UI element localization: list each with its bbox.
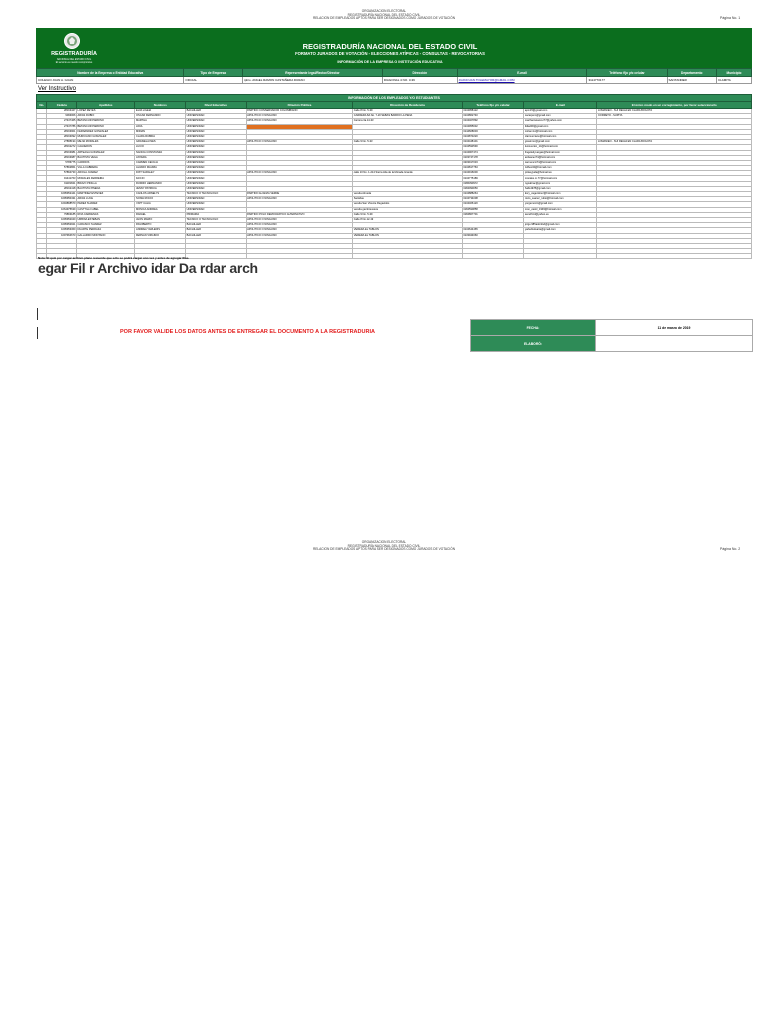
employee-cell[interactable]: 3134873220 (462, 134, 524, 139)
footer-line-3: RELACION DE EMPLEADOS APTOS PARA SER DESIGNADOS COMO JURADOS DE VOTACIÓN (312, 547, 456, 552)
employee-cell[interactable]: UNIVERSIDAD (186, 181, 246, 186)
fecha-value[interactable]: 11 de marzo de 2019 (596, 320, 753, 336)
employee-cell[interactable]: APOLITICO O NINGUNO (246, 171, 353, 176)
employee-cell[interactable]: APOLITICO O NINGUNO (246, 197, 353, 202)
employee-cell[interactable]: 3133944660 (462, 233, 524, 238)
employee-cell[interactable]: GRASIELA INES (135, 140, 186, 145)
employee-cell[interactable]: ELVA LIGEIA (135, 109, 186, 114)
employee-cell[interactable]: CANLOS ARNELYS (135, 192, 186, 197)
employee-cell[interactable]: Calle 8 No. 5-39 (353, 109, 463, 114)
employee-cell[interactable]: APOLITICO O NINGUNO (246, 114, 353, 119)
employee-cell[interactable]: vereda San Vicente Regavidos (353, 202, 463, 207)
employee-cell[interactable]: MONICA ANDREA (135, 207, 186, 212)
validate-data-button[interactable]: idar Da (150, 260, 197, 276)
macro-buttons (38, 260, 258, 276)
employee-cell[interactable]: 5786775 (47, 160, 77, 165)
employee-cell[interactable]: LOMANIEO - SUI REGIA EN CLARA BOGOTA (597, 109, 752, 114)
company-cell[interactable]: ipbro. ANGEL RAMON CASTAÑEDA DURAN (243, 77, 383, 84)
employee-cell[interactable]: 28163092 (47, 134, 77, 139)
employee-cell[interactable]: 1095952921 (47, 223, 77, 228)
employee-cell[interactable]: APOLITICO O NINGUNO (246, 140, 353, 145)
employee-cell[interactable]: 27437786 (47, 124, 77, 129)
employee-col-header: No. (37, 102, 47, 109)
employee-cell[interactable]: martha.betancur77@yahoo.com (524, 119, 597, 124)
employee-cell[interactable]: 3134448101 (462, 140, 524, 145)
employee-cell[interactable]: PARTIDO ALIANZA VERDE (246, 192, 353, 197)
employee-cell[interactable]: BAUTISTA PINEDA (77, 186, 135, 191)
employee-cell[interactable]: mirian.fer@hotmail.com (524, 129, 597, 134)
employees-caption: INFORMACIÓN DE LOS EMPLEADOS Y/O ESTUDIANTES (37, 95, 752, 102)
employee-cell[interactable]: ANYERA (135, 155, 186, 160)
employee-cell[interactable]: UNIVERSIDAD (186, 145, 246, 150)
employee-cell[interactable]: APOLITICO O NINGUNO (246, 233, 353, 238)
employee-cell[interactable]: UNIVERSIDAD (186, 150, 246, 155)
company-col-header: Departamento (667, 69, 716, 77)
company-col-header: E-mail (457, 69, 587, 77)
employee-cell[interactable]: YAPT CALIA (135, 202, 186, 207)
employee-cell[interactable]: 3134407892 (462, 119, 524, 124)
employee-cell[interactable]: GALLARDO MONTAÑO (77, 233, 135, 238)
company-cell[interactable]: 3114770177 (587, 77, 667, 84)
employee-cell[interactable]: RAFAEL (135, 212, 186, 217)
employee-cell[interactable]: APOLITICO O NINGUNO (246, 119, 353, 124)
employee-cell[interactable]: 79863185 (47, 212, 77, 217)
employee-cell[interactable]: CARRIOS (77, 160, 135, 165)
company-col-header: Municipio (716, 69, 751, 77)
employee-cell[interactable]: 1095952441 (47, 192, 77, 197)
employee-cell[interactable]: DUARTE PEDRAZA (77, 228, 135, 233)
header-line-2: REGISTRADURÍA NACIONAL DEL ESTADO CIVIL (347, 12, 421, 17)
employee-cell[interactable]: UNIVERSIDAD (186, 186, 246, 191)
employee-cell[interactable]: 3134775189 (462, 176, 524, 181)
employee-cell[interactable]: 1094868570 (47, 202, 77, 207)
validation-warning: POR FAVOR VALIDE LOS DATOS ANTES DE ENTREGAR EL DOCUMENTO A LA REGISTRADURIA (120, 329, 375, 335)
company-col-header: Nombre de la Empresa o Entidad Educativa (37, 69, 184, 77)
employee-cell[interactable]: FERNANDEZ GONZALEZ (77, 129, 135, 134)
header-line-1: ORGANIZACION ELECTORAL (361, 9, 407, 13)
employee-cell[interactable] (246, 254, 353, 259)
employee-cell[interactable]: TECNICO O TECNOLOGO (186, 217, 246, 222)
employee-cell[interactable]: 1095950431 (47, 197, 77, 202)
employee-cell[interactable] (186, 254, 246, 259)
employee-cell[interactable]: hallo1978@gmail.com (524, 186, 597, 191)
company-cell[interactable]: COLEGIO JUAN A. GUAN (37, 77, 184, 84)
employee-cell[interactable]: grasinmc@gmail.com (524, 140, 597, 145)
employee-cell[interactable]: 57864730 (47, 171, 77, 176)
employee-col-header: Apellidos (77, 102, 135, 109)
banner-subtitle: FORMATO JURADOS DE VOTACIÓN - ELECCIONES ATÍPICAS - CONSULTAS - REVOCATORIAS (295, 51, 485, 56)
employee-cell[interactable]: ardwaner74@hotmail.com (524, 155, 597, 160)
save-file-button[interactable]: rdar arch (199, 260, 258, 276)
employee-cell[interactable]: 28163981 (47, 150, 77, 155)
employee-cell[interactable]: JHON MARIO (135, 217, 186, 222)
logo-subtext: NACIONAL DEL ESTADO CIVIL El servicio es nuestro compromiso (55, 58, 93, 64)
employee-cell[interactable]: UNIVERSIDAD (186, 134, 246, 139)
employee-cell[interactable] (597, 254, 752, 259)
employee-cell[interactable]: UNIVERSIDAD (186, 197, 246, 202)
employee-cell[interactable]: URBINA ESTEBAN (77, 217, 135, 222)
employee-cell[interactable]: 3184867701 (462, 212, 524, 217)
employee-cell[interactable]: yarledisduarte@gmail.com (524, 228, 597, 233)
employee-cell[interactable]: 91441763 (47, 176, 77, 181)
employee-cell[interactable]: 1064975639 (47, 207, 77, 212)
employee-cell[interactable]: BRAVO PINILLA (77, 181, 135, 186)
employee-cell[interactable]: Santidas (353, 197, 463, 202)
employee-cell[interactable]: ARIAS RUBIO (77, 114, 135, 119)
employee-cell[interactable] (353, 254, 463, 259)
employee-cell[interactable]: UNIVERSIDAD (186, 124, 246, 129)
employee-col-header: El único modo en un corregimiento, por favor seleccionarlo (597, 102, 752, 109)
employee-cell[interactable]: kory_cagentinez@hotmail.com (524, 192, 597, 197)
employee-cell[interactable]: UNIVERSIDAD (186, 171, 246, 176)
employee-cell[interactable]: serazfrcd@yahoo.es (524, 212, 597, 217)
employee-cell[interactable]: 28163427 (47, 109, 77, 114)
employee-cell[interactable]: PEREZ SUAREZ (77, 202, 135, 207)
company-cell[interactable]: JUANCUAN.TOLEMAYOR@GMAIL.COM (457, 77, 587, 84)
company-col-header: Tipo de Empresa (184, 69, 243, 77)
employee-cell[interactable]: FAICIO (135, 176, 186, 181)
employee-cell[interactable]: ANDREA YARLEDIS (135, 228, 186, 233)
employee-cell[interactable]: 3184590858 (462, 207, 524, 212)
employee-cell[interactable]: DIXT SARALEY (135, 171, 186, 176)
employee-cell[interactable]: ARIOLA JUAREZ (77, 171, 135, 176)
employee-cell[interactable]: CARRERA 8A No. 7-20 SEBAS BARRIO LA PENA (353, 114, 463, 119)
employee-cell[interactable]: 3134916000 (462, 171, 524, 176)
company-section-title: INFORMACIÓN DE LA EMPRESA O INSTITUCIÓN EDUCATIVA (337, 60, 443, 64)
employee-cell[interactable]: BAUTISTA VEGA (77, 155, 135, 160)
employee-cell[interactable]: MARTINEZ ESTEVEZ (77, 192, 135, 197)
employee-cell[interactable]: PRIMARIA (186, 212, 246, 217)
employee-cell[interactable]: MARTHA (135, 119, 186, 124)
employee-cell[interactable]: 1095953360 (47, 228, 77, 233)
company-table (36, 68, 752, 84)
employee-cell[interactable]: BACHILLER (186, 233, 246, 238)
employee-cell[interactable]: JENNY PATRICIA (135, 186, 186, 191)
footer-line-1: ORGANIZACION ELECTORAL (361, 540, 407, 544)
employee-cell[interactable]: 1097964673 (47, 233, 77, 238)
employee-cell[interactable]: RIGOBERTO (135, 223, 186, 228)
employee-cell[interactable]: Calle 9 No. 5-33 (353, 140, 463, 145)
employee-cell[interactable]: ALVARO MAURIA (135, 166, 186, 171)
employee-cell[interactable]: 3134958122 (462, 109, 524, 114)
employee-cell[interactable]: 3134862740 (462, 114, 524, 119)
employee-cell[interactable]: rocio_suarez_rubio@hotmail.com (524, 197, 597, 202)
employee-cell[interactable]: pinkeyjuda@hotmail.es (524, 171, 597, 176)
employee-cell[interactable]: MORALES FERREIRA (77, 176, 135, 181)
employee-cell[interactable]: VILLA CABRERA (77, 166, 135, 171)
cell-cursor-marker (37, 308, 38, 320)
employee-cell[interactable]: jorge.985adonfod@gmail.com (524, 223, 597, 228)
employee-cell[interactable]: CALDERON (77, 145, 135, 150)
employee-cell[interactable]: UNIVERSIDAD (186, 207, 246, 212)
employee-cell[interactable]: 1095952040 (47, 217, 77, 222)
fecha-label: FECHA: (471, 320, 596, 336)
employee-cell[interactable]: MEJIA MORALES (77, 140, 135, 145)
load-file-button[interactable]: r Archivo (89, 260, 148, 276)
employee-cell[interactable]: Calle 9 No. 5-39 (353, 212, 463, 217)
elaboro-label: ELABORÓ: (471, 336, 596, 352)
employee-cell[interactable]: VEREDA EL TABLON (353, 233, 463, 238)
company-cell[interactable]: CLAMITA (716, 77, 751, 84)
employee-cell[interactable]: LUCIO (135, 145, 186, 150)
employee-cell[interactable]: BACHILLER (186, 223, 246, 228)
footer-page-number: Página No. 2 (720, 547, 741, 551)
employee-cell[interactable]: PARTIDO POLO DEMOCRATICO ALTERNATIVO (246, 212, 353, 217)
employee-cell[interactable]: carmencci74@hotmail.com (524, 160, 597, 165)
employee-cell[interactable]: clarmurciano@hotmail.com (524, 134, 597, 139)
employee-col-header: Filiación Política (246, 102, 353, 109)
company-col-header: Teléfono fijo y/o celular (587, 69, 667, 77)
employee-cell[interactable]: 27437465 (47, 119, 77, 124)
employee-cell[interactable]: apm15@gmail.com (524, 109, 597, 114)
employee-cell[interactable]: UNIVERSIDAD (186, 160, 246, 165)
add-rows-button[interactable]: egar Fil (38, 260, 86, 276)
employee-cell[interactable]: UNIVERSIDAD (186, 176, 246, 181)
employee-cell[interactable]: morales.m.77@hotmail.com (524, 176, 597, 181)
employee-cell[interactable]: 3134888264 (462, 192, 524, 197)
page-header (234, 10, 534, 21)
employee-cell[interactable]: UNIVERSIDAD (186, 119, 246, 124)
employee-cell[interactable]: yorgemocin@gmail.com (524, 202, 597, 207)
employee-cell[interactable]: FERNAN VIRGINIO (135, 233, 186, 238)
employee-col-header: Nombres (135, 102, 186, 109)
employee-cell[interactable]: BACHILLER (186, 228, 246, 233)
employee-cell[interactable]: LIDIA (135, 124, 186, 129)
header-line-3: RELACION DE EMPLEADOS APTOS PARA SER DESIGNADOS COMO JURADOS DE VOTACIÓN (312, 16, 456, 21)
employee-cell[interactable]: 28163901 (47, 129, 77, 134)
employee-cell[interactable]: lidia200@gmail.com (524, 124, 597, 129)
employee-cell[interactable]: MURCIANO GONZALEZ (77, 134, 135, 139)
employee-cell[interactable]: UNIVERSIDAD (186, 202, 246, 207)
employee-cell[interactable]: 3134644465 (462, 228, 524, 233)
employee-cell[interactable]: BACHILLER (186, 109, 246, 114)
employee-cell[interactable]: NANCIA CONSTANZA (135, 150, 186, 155)
employee-cell[interactable]: lucioverico_14@hotmail.com (524, 145, 597, 150)
employee-cell[interactable]: mon_castir_1993@hotmail.com (524, 207, 597, 212)
employee-cell[interactable]: ARIAS LUCE (77, 197, 135, 202)
employee-cell[interactable]: calle 10 No. 1-214 Sierra Alta de la Morada Grande (353, 171, 463, 176)
company-cell[interactable]: OFICIAL (184, 77, 243, 84)
footer-line-2: REGISTRADURÍA NACIONAL DEL ESTADO CIVIL (347, 543, 421, 548)
employee-cell[interactable]: 3144608003 (462, 129, 524, 134)
employee-cell[interactable]: 28162272 (47, 145, 77, 150)
employee-cell[interactable]: CASTTILLO ABEL (77, 207, 135, 212)
coat-of-arms-icon (64, 33, 80, 49)
employee-cell[interactable]: 3186390972 (462, 181, 524, 186)
employee-cell[interactable]: vereda Almeda (353, 192, 463, 197)
employee-cell[interactable]: Calle 8 No.12-19 (353, 217, 463, 222)
logo-text: REGISTRADURÍA (51, 51, 97, 57)
employee-cell[interactable] (524, 254, 597, 259)
employee-cell[interactable]: 3134907474 (462, 150, 524, 155)
employee-cell[interactable]: oscarpem@gmail.com (524, 114, 597, 119)
employee-col-header: E-mail (524, 102, 597, 109)
employee-cell[interactable]: LOMANIEO - SUI REGIA EN CLARA BOGOTA (597, 140, 752, 145)
employee-cell[interactable]: BETANCUR PARDINO (77, 119, 135, 124)
employees-table (36, 94, 752, 259)
elaboro-value[interactable] (596, 336, 753, 352)
employee-cell[interactable]: 3203917033 (462, 160, 524, 165)
employee-cell[interactable]: 9093006 (47, 114, 77, 119)
company-col-header: Dirección (382, 69, 457, 77)
ver-instructivo-link[interactable]: Ver Instructivo (38, 86, 77, 92)
employee-cell[interactable]: APOLITICO O NINGUNO (246, 223, 353, 228)
employee-cell[interactable]: 91181841 (47, 181, 77, 186)
employee-cell[interactable]: fragoledyvargas@hotmail.com (524, 150, 597, 155)
employee-col-header: Teléfono fijo y/o celular (462, 102, 524, 109)
employee-cell[interactable]: BETANCUR PARDINO (77, 124, 135, 129)
employee-cell[interactable]: 3134955632 (462, 124, 524, 129)
employee-cell[interactable]: CLARA RUBIDA (135, 134, 186, 139)
page-footer (234, 541, 534, 552)
employee-cell[interactable]: UNIVERSIDAD (186, 129, 246, 134)
employee-col-header: Cédula (47, 102, 77, 109)
employee-cell[interactable]: 3184090050 (462, 186, 524, 191)
employee-cell[interactable]: MIRIAN (135, 129, 186, 134)
employee-cell[interactable]: TECNICO O TECNOLOGO (186, 192, 246, 197)
employee-cell[interactable]: ngoabrac@gmail.com (524, 181, 597, 186)
employee-cell[interactable]: 3103747178 (462, 155, 524, 160)
employee-cell[interactable]: SONIA ROCIO (135, 197, 186, 202)
employee-cell[interactable]: APOLITICO O NINGUNO (246, 217, 353, 222)
employee-cell[interactable]: ARTEAGA GONZALEZ (77, 150, 135, 155)
employee-col-header: Dirección de Residencia (353, 102, 463, 109)
employee-cell[interactable]: CARMEN CECILIA (135, 160, 186, 165)
company-col-header: Representante legal/Rector/Director (243, 69, 383, 77)
employee-col-header: Nivel Educativo (186, 102, 246, 109)
employee-cell[interactable]: CARASCO SUAREZ (77, 223, 135, 228)
note-text: Nota: El quiz por cargar archivo plano recuerde que sólo se podrá cargar uno vez y antes de agregar filas. (38, 256, 190, 260)
banner-title: REGISTRADURÍA NACIONAL DEL ESTADO CIVIL (302, 42, 478, 51)
employee-cell[interactable]: VEREDA EL TABLON (353, 228, 463, 233)
page-number: Página No. 1 (720, 16, 741, 20)
employee-cell[interactable]: vereda gambrevesca (353, 207, 463, 212)
employee-cell[interactable]: UNIVERSIDAD (186, 155, 246, 160)
employee-cell[interactable]: 28162418 (47, 186, 77, 191)
cell-cursor-marker (37, 327, 38, 339)
company-cell[interactable]: SANTANDER (667, 77, 716, 84)
employee-cell[interactable]: UNIVERSIDAD (186, 114, 246, 119)
employee-cell[interactable] (462, 254, 524, 259)
employee-cell[interactable]: 3134593590 (462, 145, 524, 150)
employee-cell[interactable]: OSCAR FERNANDO (135, 114, 186, 119)
employee-cell[interactable]: CORRETO - SUPITA (597, 114, 752, 119)
employee-cell[interactable]: 28163987 (47, 155, 77, 160)
employee-cell[interactable]: LOPEZ REYES (77, 109, 135, 114)
employee-cell[interactable]: ivilhex34@hotmail.com (524, 166, 597, 171)
signature-table (470, 319, 753, 352)
employee-cell[interactable]: APOLITICO O NINGUNO (246, 228, 353, 233)
employee-cell[interactable]: Carrera 3a.14-33 (353, 119, 463, 124)
employee-cell[interactable]: 3134466120 (462, 202, 524, 207)
employee-cell[interactable]: RUDDIO HERNANDO (135, 181, 186, 186)
employee-cell[interactable]: UNIVERSIDAD (186, 166, 246, 171)
employee-cell[interactable]: 27895194 (47, 140, 77, 145)
employee-cell[interactable]: PARTIDO CONSERVADOR COLOMBIANO (246, 109, 353, 114)
employee-cell[interactable]: RIVA CARDENAS (77, 212, 135, 217)
employee-cell[interactable]: UNIVERSIDAD (186, 140, 246, 145)
employee-cell[interactable]: 57862861 (47, 166, 77, 171)
employee-cell[interactable]: 3134817763 (462, 166, 524, 171)
employee-cell[interactable]: 3134734008 (462, 197, 524, 202)
company-cell[interactable]: DIAGONAL 4 NO. 3-39 (382, 77, 457, 84)
